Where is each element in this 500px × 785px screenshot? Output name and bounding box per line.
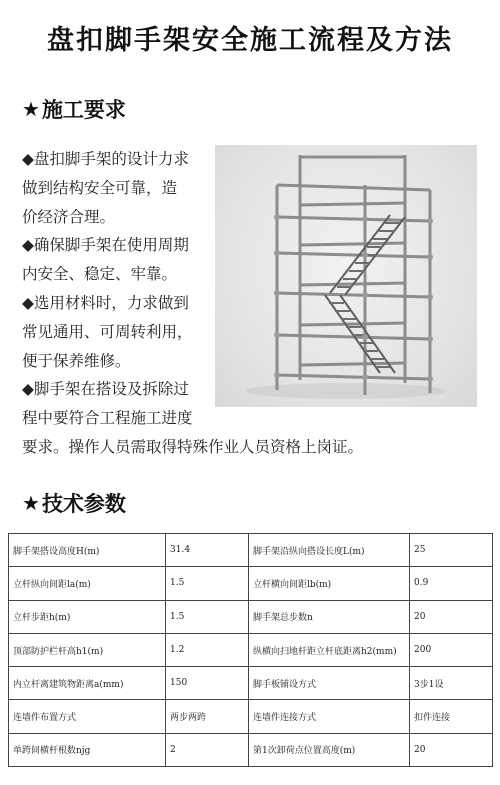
param-label-cell: 脚手板铺设方式 (249, 667, 410, 700)
table-row (9, 567, 493, 600)
star-icon: ★ (22, 491, 40, 515)
requirement-line: ◆选用材料时，力求做到 (22, 293, 189, 312)
table-row (9, 733, 493, 766)
param-value-cell: 1.5 (166, 567, 249, 600)
section-heading-requirements (22, 94, 126, 124)
param-value-cell: 20 (410, 733, 493, 766)
param-label-cell: 立杆横向间距lb(m) (249, 567, 410, 600)
section-heading-label: 施工要求 (41, 98, 126, 122)
param-value-cell: 2 (166, 733, 249, 766)
param-label-cell: 脚手架总步数n (249, 600, 410, 633)
requirement-line: 内安全、稳定、牢靠。 (22, 265, 178, 284)
param-value-cell: 0.9 (410, 567, 493, 600)
param-value-cell: 扣件连接 (410, 700, 493, 733)
param-label-cell: 连墙件连接方式 (249, 700, 410, 733)
param-value-cell: 200 (410, 633, 493, 666)
table-row (9, 633, 493, 666)
param-label-cell: 纵横向扫地杆距立杆底距离h2(mm) (249, 633, 410, 666)
scaffold-tower-icon (215, 145, 477, 407)
param-value-cell: 1.5 (166, 600, 249, 633)
param-label-cell: 单跨间横杆根数njg (9, 733, 166, 766)
param-label-cell: 脚手架搭设高度H(m) (9, 534, 166, 567)
requirement-line: ◆脚手架在搭设及拆除过 (22, 380, 189, 399)
technical-parameters-table (8, 533, 493, 767)
requirement-line: 价经济合理。 (22, 207, 116, 226)
requirement-line: 常见通用、可周转利用， (22, 322, 193, 341)
param-value-cell: 1.2 (166, 633, 249, 666)
requirement-line: 便于保养维修。 (22, 351, 131, 370)
param-value-cell: 25 (410, 534, 493, 567)
section-heading-technical (22, 488, 126, 518)
param-label-cell: 立杆步距h(m) (9, 600, 166, 633)
table-row (9, 667, 493, 700)
requirement-line: ◆盘扣脚手架的设计力求 (22, 150, 189, 168)
param-value-cell: 150 (166, 667, 249, 700)
requirement-line: 程中要符合工程施工进度 (22, 409, 193, 428)
requirement-line: ◆确保脚手架在使用周期 (22, 236, 189, 255)
param-label-cell: 第1次卸荷点位置高度(m) (249, 733, 410, 766)
star-icon: ★ (22, 97, 40, 121)
table-row (9, 534, 493, 567)
section-heading-label: 技术参数 (41, 492, 126, 516)
requirement-line: 做到结构安全可靠，造 (22, 178, 178, 197)
param-value-cell: 31.4 (166, 534, 249, 567)
param-value-cell: 两步两跨 (166, 700, 249, 733)
requirement-line: 要求。操作人员需取得特殊作业人员资格上岗证。 (22, 437, 364, 456)
param-value-cell: 3步1设 (410, 667, 493, 700)
scaffold-tower-image (215, 145, 477, 407)
param-label-cell: 内立杆离建筑物距离a(mm) (9, 667, 166, 700)
param-label-cell: 顶部防护栏杆高h1(m) (9, 633, 166, 666)
param-label-cell: 立杆纵向间距la(m) (9, 567, 166, 600)
table-row (9, 700, 493, 733)
page-title: 盘扣脚手架安全施工流程及方法 (47, 25, 453, 56)
param-value-cell: 20 (410, 600, 493, 633)
param-label-cell: 连墙件布置方式 (9, 700, 166, 733)
param-label-cell: 脚手架沿纵向搭设长度L(m) (249, 534, 410, 567)
table-row (9, 600, 493, 633)
